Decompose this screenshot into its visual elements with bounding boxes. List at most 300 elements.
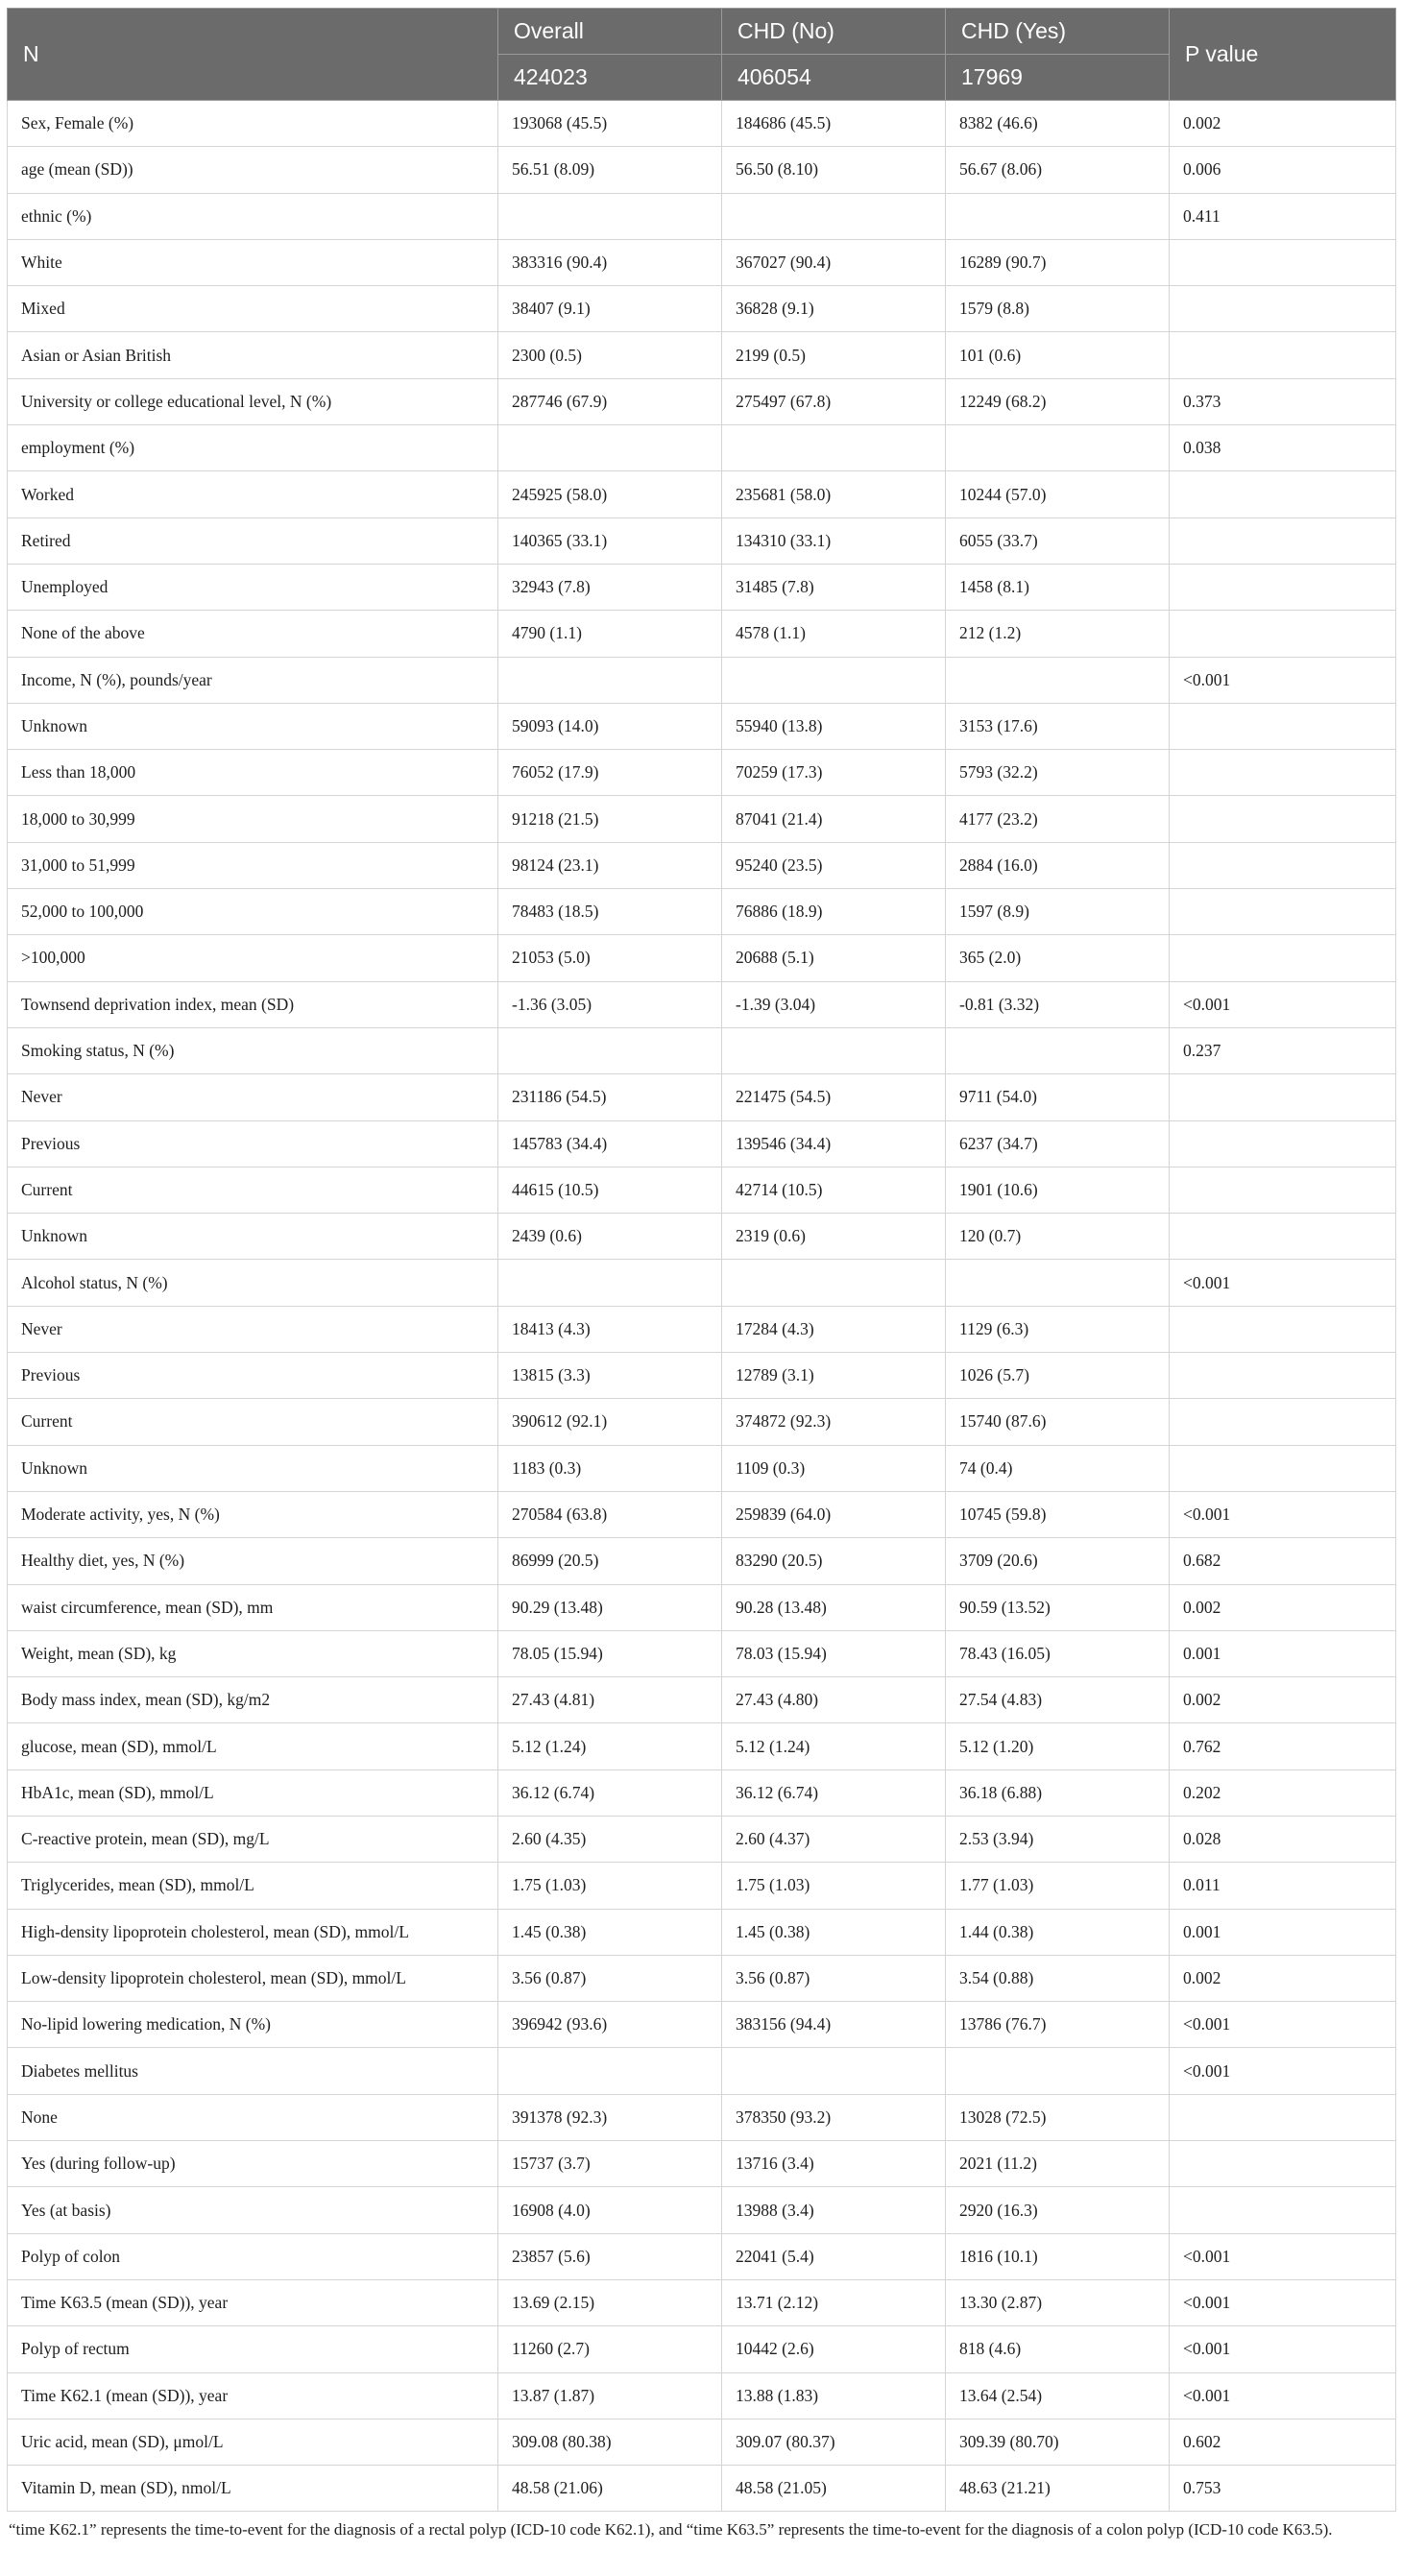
row-label: Unknown	[8, 1445, 498, 1491]
chd-yes-value: 16289 (90.7)	[946, 239, 1170, 285]
table-row	[8, 1353, 1396, 1399]
chd-yes-value	[946, 193, 1170, 239]
header-overall: Overall	[498, 9, 722, 55]
overall-value: 98124 (23.1)	[498, 842, 722, 888]
overall-value	[498, 1260, 722, 1306]
overall-value: 1.45 (0.38)	[498, 1909, 722, 1955]
p-value: <0.001	[1170, 1260, 1396, 1306]
chd-no-value: 374872 (92.3)	[722, 1399, 946, 1445]
table-footnote: “time K62.1” represents the time-to-event for the diagnosis of a rectal polyp (ICD-10 code K62.1), and “time K63.5” represents the time-to-event for the diagnosis of a colon polyp (ICD-10 code K63.5).	[9, 2520, 1333, 2540]
table-row	[8, 611, 1396, 657]
overall-value: 2300 (0.5)	[498, 332, 722, 378]
header-chd-yes-n: 17969	[946, 55, 1170, 101]
overall-value	[498, 657, 722, 703]
row-label: Mixed	[8, 286, 498, 332]
overall-value: 59093 (14.0)	[498, 703, 722, 749]
table-row	[8, 889, 1396, 935]
table-row	[8, 1677, 1396, 1723]
chd-yes-value: 3153 (17.6)	[946, 703, 1170, 749]
p-value: 0.002	[1170, 101, 1396, 147]
chd-no-value: 17284 (4.3)	[722, 1306, 946, 1352]
chd-yes-value: 15740 (87.6)	[946, 1399, 1170, 1445]
row-label: Sex, Female (%)	[8, 101, 498, 147]
chd-yes-value: 13.30 (2.87)	[946, 2279, 1170, 2325]
chd-no-value: 5.12 (1.24)	[722, 1723, 946, 1769]
chd-no-value: 70259 (17.3)	[722, 750, 946, 796]
chd-no-value: 20688 (5.1)	[722, 935, 946, 981]
chd-no-value: 76886 (18.9)	[722, 889, 946, 935]
row-label: employment (%)	[8, 425, 498, 471]
p-value	[1170, 842, 1396, 888]
table-row	[8, 2372, 1396, 2419]
chd-no-value	[722, 1027, 946, 1073]
table-row	[8, 2326, 1396, 2372]
row-label: No-lipid lowering medication, N (%)	[8, 2002, 498, 2048]
overall-value: 4790 (1.1)	[498, 611, 722, 657]
chd-yes-value: 78.43 (16.05)	[946, 1630, 1170, 1676]
chd-yes-value: 1026 (5.7)	[946, 1353, 1170, 1399]
overall-value: 396942 (93.6)	[498, 2002, 722, 2048]
row-label: Previous	[8, 1353, 498, 1399]
p-value: <0.001	[1170, 2372, 1396, 2419]
table-row	[8, 425, 1396, 471]
chd-no-value: 378350 (93.2)	[722, 2094, 946, 2140]
chd-no-value: 184686 (45.5)	[722, 101, 946, 147]
chd-no-value	[722, 1260, 946, 1306]
table-row	[8, 2187, 1396, 2233]
table-row	[8, 1863, 1396, 1909]
chd-no-value: 309.07 (80.37)	[722, 2419, 946, 2465]
overall-value: 245925 (58.0)	[498, 471, 722, 518]
table-row	[8, 1538, 1396, 1584]
row-label: ethnic (%)	[8, 193, 498, 239]
p-value	[1170, 2094, 1396, 2140]
chd-no-value: 42714 (10.5)	[722, 1167, 946, 1213]
p-value: <0.001	[1170, 657, 1396, 703]
table-row	[8, 2233, 1396, 2279]
p-value: <0.001	[1170, 1491, 1396, 1537]
row-label: Triglycerides, mean (SD), mmol/L	[8, 1863, 498, 1909]
row-label: Time K63.5 (mean (SD)), year	[8, 2279, 498, 2325]
p-value: 0.001	[1170, 1909, 1396, 1955]
overall-value: 78483 (18.5)	[498, 889, 722, 935]
table-header	[8, 9, 1396, 101]
row-label: Alcohol status, N (%)	[8, 1260, 498, 1306]
overall-value: 90.29 (13.48)	[498, 1584, 722, 1630]
row-label: Vitamin D, mean (SD), nmol/L	[8, 2466, 498, 2512]
table-row	[8, 2094, 1396, 2140]
header-n: N	[8, 9, 498, 101]
overall-value: 86999 (20.5)	[498, 1538, 722, 1584]
chd-yes-value: 9711 (54.0)	[946, 1074, 1170, 1120]
chd-yes-value: 74 (0.4)	[946, 1445, 1170, 1491]
header-overall-n: 424023	[498, 55, 722, 101]
p-value	[1170, 703, 1396, 749]
p-value	[1170, 1399, 1396, 1445]
table-row	[8, 564, 1396, 610]
overall-value: 1.75 (1.03)	[498, 1863, 722, 1909]
p-value: 0.682	[1170, 1538, 1396, 1584]
row-label: age (mean (SD))	[8, 147, 498, 193]
p-value: <0.001	[1170, 2002, 1396, 2048]
table-row	[8, 378, 1396, 424]
chd-yes-value	[946, 657, 1170, 703]
chd-yes-value: 2.53 (3.94)	[946, 1816, 1170, 1862]
overall-value: 38407 (9.1)	[498, 286, 722, 332]
p-value: 0.002	[1170, 1677, 1396, 1723]
table-row	[8, 1074, 1396, 1120]
chd-no-value	[722, 657, 946, 703]
overall-value: 44615 (10.5)	[498, 1167, 722, 1213]
row-label: Weight, mean (SD), kg	[8, 1630, 498, 1676]
p-value: <0.001	[1170, 2279, 1396, 2325]
overall-value: 145783 (34.4)	[498, 1120, 722, 1167]
chd-no-value: 1109 (0.3)	[722, 1445, 946, 1491]
overall-value	[498, 425, 722, 471]
p-value	[1170, 1353, 1396, 1399]
p-value: 0.038	[1170, 425, 1396, 471]
row-label: Polyp of colon	[8, 2233, 498, 2279]
p-value: 0.001	[1170, 1630, 1396, 1676]
overall-value: 21053 (5.0)	[498, 935, 722, 981]
chd-no-value: 31485 (7.8)	[722, 564, 946, 610]
table-row	[8, 935, 1396, 981]
overall-value: 193068 (45.5)	[498, 101, 722, 147]
chd-no-value: 36828 (9.1)	[722, 286, 946, 332]
p-value	[1170, 750, 1396, 796]
overall-value: -1.36 (3.05)	[498, 981, 722, 1027]
chd-yes-value: 2021 (11.2)	[946, 2141, 1170, 2187]
p-value	[1170, 1306, 1396, 1352]
chd-yes-value: 5.12 (1.20)	[946, 1723, 1170, 1769]
chd-no-value: 221475 (54.5)	[722, 1074, 946, 1120]
p-value: 0.028	[1170, 1816, 1396, 1862]
table-row	[8, 2466, 1396, 2512]
overall-value: 287746 (67.9)	[498, 378, 722, 424]
chd-yes-value: 1458 (8.1)	[946, 564, 1170, 610]
p-value: <0.001	[1170, 2048, 1396, 2094]
chd-no-value: 13716 (3.4)	[722, 2141, 946, 2187]
row-label: >100,000	[8, 935, 498, 981]
row-label: High-density lipoprotein cholesterol, mean (SD), mmol/L	[8, 1909, 498, 1955]
row-label: 18,000 to 30,999	[8, 796, 498, 842]
overall-value: 48.58 (21.06)	[498, 2466, 722, 2512]
chd-yes-value	[946, 425, 1170, 471]
p-value: 0.762	[1170, 1723, 1396, 1769]
table-row	[8, 101, 1396, 147]
table-container	[7, 8, 1395, 2540]
p-value	[1170, 564, 1396, 610]
table-row	[8, 1260, 1396, 1306]
chd-yes-value	[946, 2048, 1170, 2094]
chd-no-value: 367027 (90.4)	[722, 239, 946, 285]
row-label: Polyp of rectum	[8, 2326, 498, 2372]
p-value	[1170, 1167, 1396, 1213]
overall-value: 5.12 (1.24)	[498, 1723, 722, 1769]
table-row	[8, 147, 1396, 193]
overall-value: 78.05 (15.94)	[498, 1630, 722, 1676]
p-value: <0.001	[1170, 981, 1396, 1027]
chd-yes-value: 1901 (10.6)	[946, 1167, 1170, 1213]
row-label: 52,000 to 100,000	[8, 889, 498, 935]
p-value	[1170, 332, 1396, 378]
chd-no-value	[722, 425, 946, 471]
chd-yes-value: 56.67 (8.06)	[946, 147, 1170, 193]
chd-yes-value: 13.64 (2.54)	[946, 2372, 1170, 2419]
table-row	[8, 1909, 1396, 1955]
row-label: glucose, mean (SD), mmol/L	[8, 1723, 498, 1769]
overall-value: 16908 (4.0)	[498, 2187, 722, 2233]
overall-value: 13.69 (2.15)	[498, 2279, 722, 2325]
chd-no-value: 55940 (13.8)	[722, 703, 946, 749]
p-value: 0.373	[1170, 378, 1396, 424]
table-row	[8, 239, 1396, 285]
row-label: Current	[8, 1399, 498, 1445]
row-label: Asian or Asian British	[8, 332, 498, 378]
table-row	[8, 2279, 1396, 2325]
row-label: Current	[8, 1167, 498, 1213]
row-label: Yes (during follow-up)	[8, 2141, 498, 2187]
table-row	[8, 1584, 1396, 1630]
overall-value: 2.60 (4.35)	[498, 1816, 722, 1862]
row-label: HbA1c, mean (SD), mmol/L	[8, 1769, 498, 1816]
chd-no-value: 235681 (58.0)	[722, 471, 946, 518]
row-label: University or college educational level, N (%)	[8, 378, 498, 424]
row-label: Less than 18,000	[8, 750, 498, 796]
chd-no-value: 383156 (94.4)	[722, 2002, 946, 2048]
table-row	[8, 471, 1396, 518]
chd-no-value: 2.60 (4.37)	[722, 1816, 946, 1862]
chd-no-value: 95240 (23.5)	[722, 842, 946, 888]
chd-yes-value: 27.54 (4.83)	[946, 1677, 1170, 1723]
overall-value: 91218 (21.5)	[498, 796, 722, 842]
table-row	[8, 981, 1396, 1027]
row-label: Previous	[8, 1120, 498, 1167]
table-row	[8, 518, 1396, 564]
p-value: 0.002	[1170, 1584, 1396, 1630]
overall-value: 140365 (33.1)	[498, 518, 722, 564]
row-label: Retired	[8, 518, 498, 564]
p-value	[1170, 889, 1396, 935]
chd-no-value: 1.75 (1.03)	[722, 1863, 946, 1909]
p-value: 0.202	[1170, 1769, 1396, 1816]
p-value	[1170, 2141, 1396, 2187]
header-row-names	[8, 9, 1396, 55]
overall-value: 390612 (92.1)	[498, 1399, 722, 1445]
row-label: None	[8, 2094, 498, 2140]
p-value	[1170, 1445, 1396, 1491]
table-row	[8, 796, 1396, 842]
row-label: Townsend deprivation index, mean (SD)	[8, 981, 498, 1027]
row-label: 31,000 to 51,999	[8, 842, 498, 888]
overall-value: 3.56 (0.87)	[498, 1955, 722, 2001]
row-label: Never	[8, 1306, 498, 1352]
chd-yes-value: 48.63 (21.21)	[946, 2466, 1170, 2512]
table-row	[8, 750, 1396, 796]
chd-yes-value: 101 (0.6)	[946, 332, 1170, 378]
chd-yes-value	[946, 1027, 1170, 1073]
row-label: Diabetes mellitus	[8, 2048, 498, 2094]
p-value: 0.753	[1170, 2466, 1396, 2512]
overall-value: 309.08 (80.38)	[498, 2419, 722, 2465]
overall-value: 15737 (3.7)	[498, 2141, 722, 2187]
chd-no-value: 12789 (3.1)	[722, 1353, 946, 1399]
chd-yes-value: 10745 (59.8)	[946, 1491, 1170, 1537]
chd-yes-value: 1129 (6.3)	[946, 1306, 1170, 1352]
p-value	[1170, 1214, 1396, 1260]
p-value	[1170, 286, 1396, 332]
row-label: None of the above	[8, 611, 498, 657]
table-row	[8, 2141, 1396, 2187]
overall-value	[498, 1027, 722, 1073]
row-label: Worked	[8, 471, 498, 518]
p-value	[1170, 2187, 1396, 2233]
chd-yes-value: 36.18 (6.88)	[946, 1769, 1170, 1816]
table-row	[8, 1491, 1396, 1537]
row-label: Unemployed	[8, 564, 498, 610]
chd-no-value: 87041 (21.4)	[722, 796, 946, 842]
p-value: 0.002	[1170, 1955, 1396, 2001]
overall-value	[498, 2048, 722, 2094]
chd-no-value: 13.88 (1.83)	[722, 2372, 946, 2419]
chd-no-value: 56.50 (8.10)	[722, 147, 946, 193]
table-row	[8, 2419, 1396, 2465]
table-row	[8, 1167, 1396, 1213]
chd-yes-value: 8382 (46.6)	[946, 101, 1170, 147]
table-row	[8, 657, 1396, 703]
chd-no-value: 259839 (64.0)	[722, 1491, 946, 1537]
chd-no-value: 36.12 (6.74)	[722, 1769, 946, 1816]
table-row	[8, 1027, 1396, 1073]
chd-yes-value: 90.59 (13.52)	[946, 1584, 1170, 1630]
row-label: Low-density lipoprotein cholesterol, mean (SD), mmol/L	[8, 1955, 498, 2001]
p-value: 0.602	[1170, 2419, 1396, 2465]
table-row	[8, 2048, 1396, 2094]
header-chd-no: CHD (No)	[722, 9, 946, 55]
header-chd-yes: CHD (Yes)	[946, 9, 1170, 55]
overall-value: 270584 (63.8)	[498, 1491, 722, 1537]
table-row	[8, 842, 1396, 888]
header-chd-no-n: 406054	[722, 55, 946, 101]
chd-no-value: -1.39 (3.04)	[722, 981, 946, 1027]
overall-value: 391378 (92.3)	[498, 2094, 722, 2140]
table-row	[8, 1120, 1396, 1167]
overall-value: 32943 (7.8)	[498, 564, 722, 610]
chd-no-value: 27.43 (4.80)	[722, 1677, 946, 1723]
chd-yes-value: 365 (2.0)	[946, 935, 1170, 981]
p-value	[1170, 518, 1396, 564]
chd-yes-value: 10244 (57.0)	[946, 471, 1170, 518]
table-row	[8, 193, 1396, 239]
p-value	[1170, 611, 1396, 657]
chd-yes-value: 1579 (8.8)	[946, 286, 1170, 332]
table-body	[8, 101, 1396, 2512]
overall-value: 23857 (5.6)	[498, 2233, 722, 2279]
chd-no-value	[722, 2048, 946, 2094]
table-row	[8, 1955, 1396, 2001]
row-label: Unknown	[8, 703, 498, 749]
overall-value: 36.12 (6.74)	[498, 1769, 722, 1816]
overall-value: 13.87 (1.87)	[498, 2372, 722, 2419]
row-label: Uric acid, mean (SD), μmol/L	[8, 2419, 498, 2465]
chd-no-value: 78.03 (15.94)	[722, 1630, 946, 1676]
table-row	[8, 1214, 1396, 1260]
chd-yes-value: 1597 (8.9)	[946, 889, 1170, 935]
chd-yes-value: 12249 (68.2)	[946, 378, 1170, 424]
row-label: C-reactive protein, mean (SD), mg/L	[8, 1816, 498, 1862]
chd-yes-value: 6237 (34.7)	[946, 1120, 1170, 1167]
table-row	[8, 1445, 1396, 1491]
table-row	[8, 1630, 1396, 1676]
chd-no-value: 13988 (3.4)	[722, 2187, 946, 2233]
p-value	[1170, 796, 1396, 842]
chd-yes-value: 13028 (72.5)	[946, 2094, 1170, 2140]
chd-yes-value: 13786 (76.7)	[946, 2002, 1170, 2048]
header-p-value: P value	[1170, 9, 1396, 101]
overall-value: 2439 (0.6)	[498, 1214, 722, 1260]
chd-yes-value: 818 (4.6)	[946, 2326, 1170, 2372]
table-row	[8, 286, 1396, 332]
chd-yes-value: 6055 (33.7)	[946, 518, 1170, 564]
overall-value: 27.43 (4.81)	[498, 1677, 722, 1723]
chd-no-value: 275497 (67.8)	[722, 378, 946, 424]
row-label: Moderate activity, yes, N (%)	[8, 1491, 498, 1537]
p-value	[1170, 471, 1396, 518]
p-value	[1170, 935, 1396, 981]
table-row	[8, 703, 1396, 749]
chd-no-value: 90.28 (13.48)	[722, 1584, 946, 1630]
chd-no-value: 134310 (33.1)	[722, 518, 946, 564]
chd-no-value: 139546 (34.4)	[722, 1120, 946, 1167]
row-label: White	[8, 239, 498, 285]
overall-value	[498, 193, 722, 239]
chd-yes-value: 212 (1.2)	[946, 611, 1170, 657]
table-row	[8, 1816, 1396, 1862]
overall-value: 18413 (4.3)	[498, 1306, 722, 1352]
chd-yes-value: 3709 (20.6)	[946, 1538, 1170, 1584]
p-value: 0.011	[1170, 1863, 1396, 1909]
chd-no-value	[722, 193, 946, 239]
p-value	[1170, 1074, 1396, 1120]
chd-yes-value: 2920 (16.3)	[946, 2187, 1170, 2233]
chd-no-value: 13.71 (2.12)	[722, 2279, 946, 2325]
row-label: Never	[8, 1074, 498, 1120]
p-value	[1170, 1120, 1396, 1167]
chd-no-value: 48.58 (21.05)	[722, 2466, 946, 2512]
row-label: Body mass index, mean (SD), kg/m2	[8, 1677, 498, 1723]
table-row	[8, 332, 1396, 378]
chd-no-value: 2199 (0.5)	[722, 332, 946, 378]
table-row	[8, 1769, 1396, 1816]
row-label: Smoking status, N (%)	[8, 1027, 498, 1073]
overall-value: 11260 (2.7)	[498, 2326, 722, 2372]
chd-yes-value	[946, 1260, 1170, 1306]
chd-yes-value: 120 (0.7)	[946, 1214, 1170, 1260]
p-value: 0.411	[1170, 193, 1396, 239]
p-value: 0.006	[1170, 147, 1396, 193]
baseline-characteristics-table	[7, 8, 1396, 2512]
chd-no-value: 10442 (2.6)	[722, 2326, 946, 2372]
overall-value: 383316 (90.4)	[498, 239, 722, 285]
overall-value: 1183 (0.3)	[498, 1445, 722, 1491]
chd-no-value: 3.56 (0.87)	[722, 1955, 946, 2001]
chd-yes-value: 3.54 (0.88)	[946, 1955, 1170, 2001]
table-row	[8, 2002, 1396, 2048]
chd-yes-value: -0.81 (3.32)	[946, 981, 1170, 1027]
row-label: Income, N (%), pounds/year	[8, 657, 498, 703]
chd-yes-value: 2884 (16.0)	[946, 842, 1170, 888]
row-label: Unknown	[8, 1214, 498, 1260]
